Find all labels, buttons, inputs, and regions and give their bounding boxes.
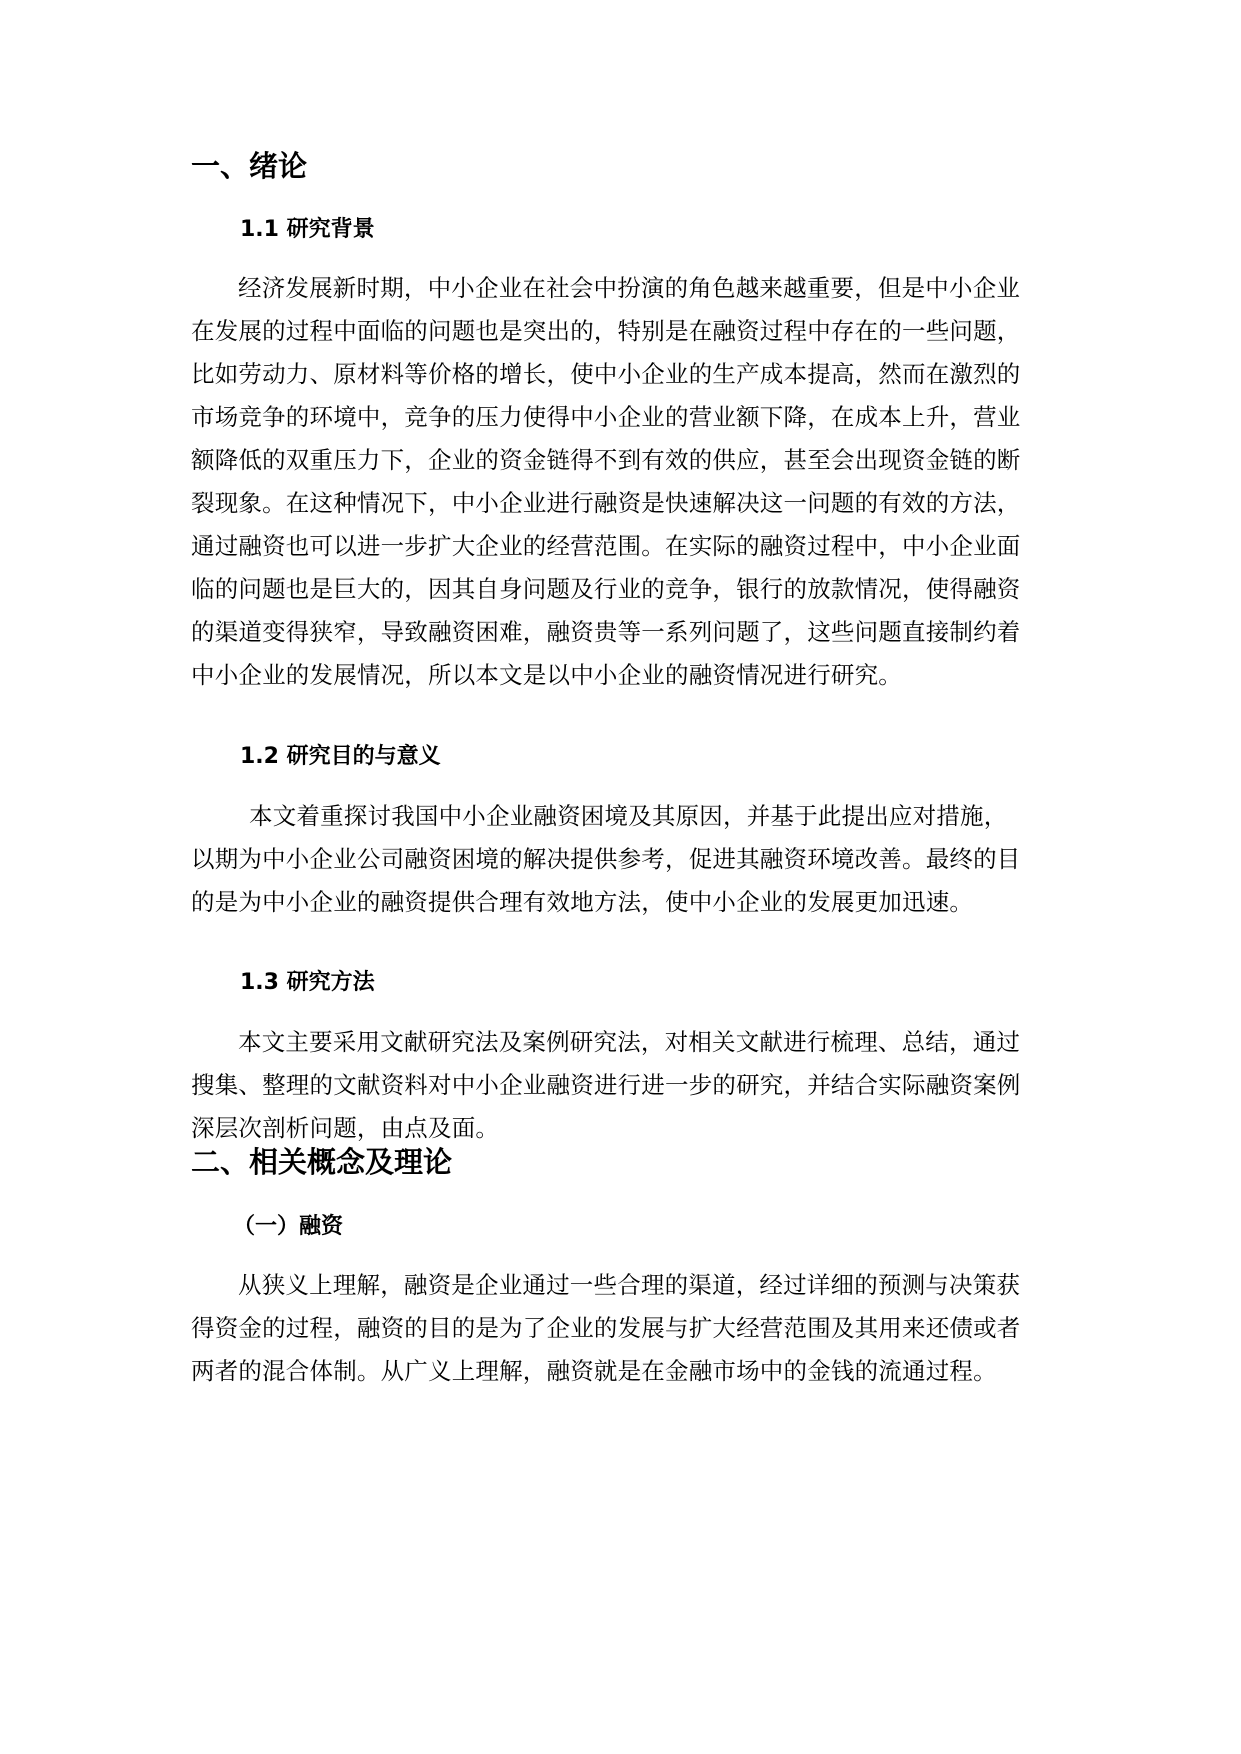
paragraph-line: 比如劳动力、原材料等价格的增长，使中小企业的生产成本提高，然而在激烈的 [191,360,1021,388]
section-heading-intro: 一、绪论 [191,149,308,183]
paragraph-line: 以期为中小企业公司融资困境的解决提供参考，促进其融资环境改善。最终的目 [191,845,1021,873]
paragraph-line: 搜集、整理的文献资料对中小企业融资进行进一步的研究，并结合实际融资案例 [191,1071,1021,1099]
paragraph-line: 本文着重探讨我国中小企业融资困境及其原因，并基于此提出应对措施， [249,802,1008,830]
paragraph-line: 从狭义上理解，融资是企业通过一些合理的渠道，经过详细的预测与决策获 [238,1271,1021,1299]
paragraph-line: 的渠道变得狭窄，导致融资困难，融资贵等一系列问题了，这些问题直接制约着 [191,618,1021,646]
paragraph-line: 市场竞争的环境中，竞争的压力使得中小企业的营业额下降，在成本上升，营业 [191,403,1021,431]
paragraph-line: 临的问题也是巨大的，因其自身问题及行业的竞争，银行的放款情况，使得融资 [191,575,1021,603]
paragraph-line: 中小企业的发展情况，所以本文是以中小企业的融资情况进行研究。 [191,661,902,689]
paragraph-line: 裂现象。在这种情况下，中小企业进行融资是快速解决这一问题的有效的方法， [191,489,1021,517]
paragraph-background [191,267,1051,697]
paragraph-method [191,1021,1051,1150]
paragraph-line: 得资金的过程，融资的目的是为了企业的发展与扩大经营范围及其用来还债或者 [191,1314,1021,1342]
paragraph-purpose [191,795,1051,924]
section-heading-concepts: 二、相关概念及理论 [191,1145,453,1179]
paragraph-line: 在发展的过程中面临的问题也是突出的，特别是在融资过程中存在的一些问题， [191,317,1021,345]
subsection-heading-background: 1.1 研究背景 [240,217,375,242]
paragraph-line: 深层次剖析问题，由点及面。 [191,1114,500,1142]
paragraph-line: 两者的混合体制。从广义上理解，融资就是在金融市场中的金钱的流通过程。 [191,1357,997,1385]
paragraph-line: 经济发展新时期，中小企业在社会中扮演的角色越来越重要，但是中小企业 [238,274,1021,302]
paragraph-line: 的是为中小企业的融资提供合理有效地方法，使中小企业的发展更加迅速。 [191,888,974,916]
subsection-heading-purpose: 1.2 研究目的与意义 [240,744,441,769]
paragraph-financing [191,1264,1051,1393]
paragraph-line: 通过融资也可以进一步扩大企业的经营范围。在实际的融资过程中，中小企业面 [191,532,1021,560]
paragraph-line: 本文主要采用文献研究法及案例研究法，对相关文献进行梳理、总结，通过 [238,1028,1021,1056]
paragraph-line: 额降低的双重压力下，企业的资金链得不到有效的供应，甚至会出现资金链的断 [191,446,1021,474]
subsection-heading-method: 1.3 研究方法 [240,970,375,995]
subsection-heading-financing: （一）融资 [233,1214,344,1239]
